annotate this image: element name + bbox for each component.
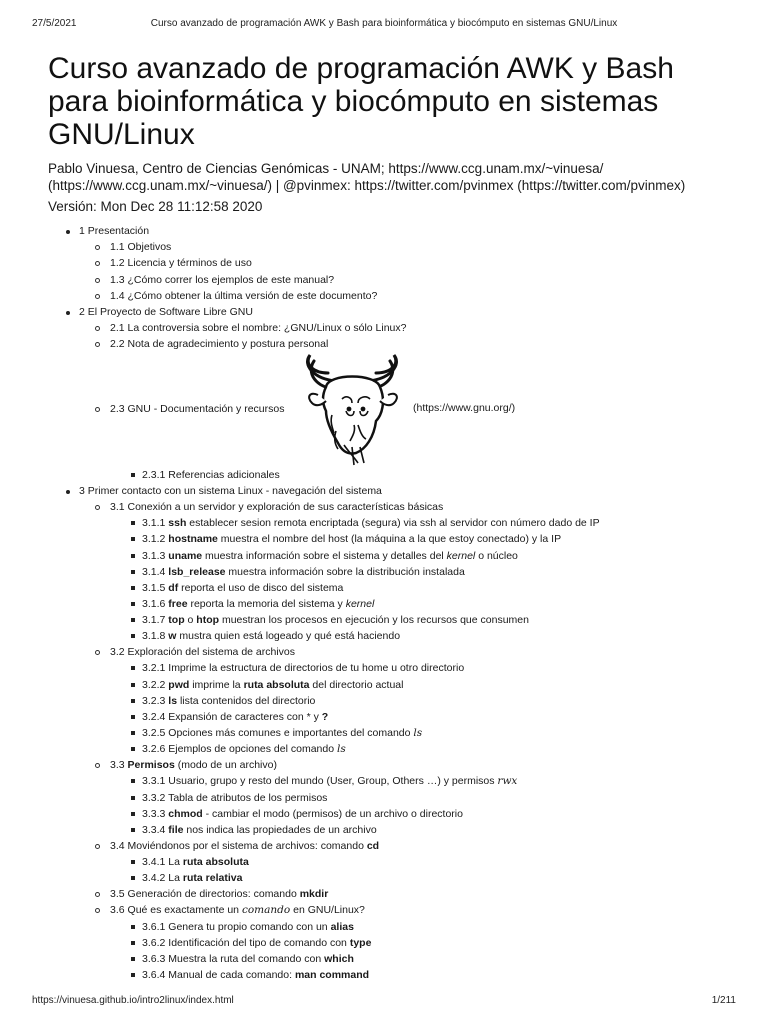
toc-item-3-2-1[interactable]: 3.2.1 Imprime la estructura de directorios de tu home u otro directorio — [128, 661, 464, 675]
toc-item-3-2[interactable]: 3.2 Exploración del sistema de archivos — [95, 645, 295, 659]
print-date: 27/5/2021 — [32, 18, 77, 29]
toc-item-2-2[interactable]: 2.2 Nota de agradecimiento y postura personal — [95, 337, 328, 351]
toc-item-3-1-4[interactable]: 3.1.4 lsb_release muestra información sobre la distribución instalada — [128, 565, 465, 579]
toc-item-1-3[interactable]: 1.3 ¿Cómo correr los ejemplos de este manual? — [95, 273, 334, 287]
toc-item-3-6-3[interactable]: 3.6.3 Muestra la ruta del comando con which — [128, 952, 354, 966]
version-line: Versión: Mon Dec 28 11:12:58 2020 — [48, 199, 263, 214]
toc-item-2-1[interactable]: 2.1 La controversia sobre el nombre: ¿GNU/Linux o sólo Linux? — [95, 321, 407, 335]
toc-item-2[interactable]: 2 El Proyecto de Software Libre GNU — [66, 305, 253, 319]
toc-item-3-3-4[interactable]: 3.3.4 file nos indica las propiedades de un archivo — [128, 823, 377, 837]
toc-item-3-3-2[interactable]: 3.3.2 Tabla de atributos de los permisos — [128, 791, 327, 805]
toc-item-3-2-3[interactable]: 3.2.3 ls lista contenidos del directorio — [128, 694, 315, 708]
toc-item-1-1[interactable]: 1.1 Objetivos — [95, 240, 171, 254]
toc-item-1-2[interactable]: 1.2 Licencia y términos de uso — [95, 256, 252, 270]
author-line-1[interactable]: Pablo Vinuesa, Centro de Ciencias Genómicas - UNAM; https://www.ccg.unam.mx/~vinuesa/ — [48, 161, 604, 176]
print-footer — [32, 995, 736, 1006]
toc-item-1-4[interactable]: 1.4 ¿Cómo obtener la última versión de este documento? — [95, 289, 377, 303]
toc-item-3-6-1[interactable]: 3.6.1 Genera tu propio comando con un alias — [128, 920, 354, 934]
toc-item-3-2-2[interactable]: 3.2.2 pwd imprime la ruta absoluta del directorio actual — [128, 678, 403, 692]
toc-item-2-3-1[interactable]: 2.3.1 Referencias adicionales — [128, 468, 280, 482]
toc-item-3-2-5[interactable]: 3.2.5 Opciones más comunes e importantes del comando ls — [128, 726, 422, 740]
toc-item-3-6-4[interactable]: 3.6.4 Manual de cada comando: man command — [128, 968, 369, 982]
author-line-2[interactable]: (https://www.ccg.unam.mx/~vinuesa/) | @pvinmex: https://twitter.com/pvinmex (https://twitter.com/pvinmex) — [48, 178, 686, 193]
toc-item-3-1-1[interactable]: 3.1.1 ssh establecer sesion remota encriptada (segura) via ssh al servidor con número dado de IP — [128, 516, 600, 530]
toc-item-3-1-8[interactable]: 3.1.8 w mustra quien está logeado y qué está haciendo — [128, 629, 400, 643]
toc-item-3-1-5[interactable]: 3.1.5 df reporta el uso de disco del sistema — [128, 581, 343, 595]
toc-item-3-1-6[interactable]: 3.1.6 free reporta la memoria del sistema y kernel — [128, 597, 374, 611]
toc-item-3[interactable]: 3 Primer contacto con un sistema Linux - navegación del sistema — [66, 484, 382, 498]
toc-item-3-5[interactable]: 3.5 Generación de directorios: comando mkdir — [95, 887, 328, 901]
toc-item-1[interactable]: 1 Presentación — [66, 224, 149, 238]
toc-item-3-1-7[interactable]: 3.1.7 top o htop muestran los procesos en ejecución y los recursos que consumen — [128, 613, 529, 627]
print-title: Curso avanzado de programación AWK y Bash para bioinformática y biocómputo en sistemas GNU/Linux — [150, 18, 618, 29]
toc-item-3-4[interactable]: 3.4 Moviéndonos por el sistema de archivos: comando cd — [95, 839, 379, 853]
toc-item-3-2-6[interactable]: 3.2.6 Ejemplos de opciones del comando ls — [128, 742, 346, 756]
toc-item-3-1[interactable]: 3.1 Conexión a un servidor y exploración de sus características básicas — [95, 500, 443, 514]
toc-item-3-4-2[interactable]: 3.4.2 La ruta relativa — [128, 871, 242, 885]
toc-item-2-3[interactable]: 2.3 GNU - Documentación y recursos — [95, 402, 284, 416]
toc-item-3-3-3[interactable]: 3.3.3 chmod - cambiar el modo (permisos) de un archivo o directorio — [128, 807, 463, 821]
toc-item-3-3-1[interactable]: 3.3.1 Usuario, grupo y resto del mundo (User, Group, Others …) y permisos rwx — [128, 774, 517, 788]
gnu-url-link[interactable]: (https://www.gnu.org/) — [413, 402, 516, 414]
toc-item-3-1-3[interactable]: 3.1.3 uname muestra información sobre el sistema y detalles del kernel o núcleo — [128, 549, 518, 563]
toc-item-3-1-2[interactable]: 3.1.2 hostname muestra el nombre del host (la máquina a la que estoy conectado) y la IP — [128, 532, 561, 546]
toc-item-3-6-2[interactable]: 3.6.2 Identificación del tipo de comando con type — [128, 936, 371, 950]
gnu-head-logo-icon — [296, 351, 408, 467]
document-title: Curso avanzado de programación AWK y Bash para bioinformática y biocómputo en sistemas GNU/Linux — [48, 52, 674, 151]
toc-item-3-3[interactable]: 3.3 Permisos (modo de un archivo) — [95, 758, 277, 772]
toc-item-3-6[interactable]: 3.6 Qué es exactamente un comando en GNU/Linux? — [95, 903, 365, 917]
toc-item-3-4-1[interactable]: 3.4.1 La ruta absoluta — [128, 855, 249, 869]
page-number: 1/211 — [711, 995, 736, 1006]
footer-url[interactable]: https://vinuesa.github.io/intro2linux/index.html — [32, 995, 234, 1006]
toc-item-3-2-4[interactable]: 3.2.4 Expansión de caracteres con * y ? — [128, 710, 328, 724]
